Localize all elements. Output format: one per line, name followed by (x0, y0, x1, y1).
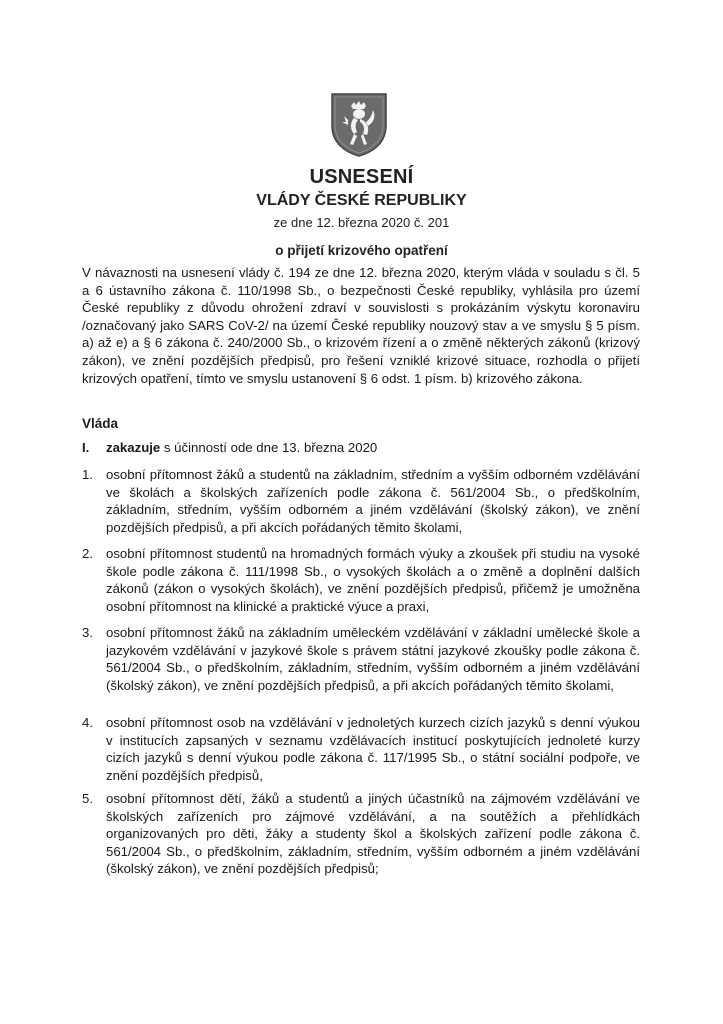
document-subject: o přijetí krizového opatření (275, 243, 448, 258)
list-item-text: osobní přítomnost dětí, žáků a studentů a jiných účastníků na zájmovém vzdělávání ve školských zařízeních pro zájmové vzdělávání, a na soutěžích a přehlídkách organizovaných pro děti, žáky a studenty škol a školských zařízení podle zákona č. 561/2004 Sb., o předškolním, základním, středním, vyšším odborném a jiném vzdělávání (školský zákon), ve znění pozdějších předpisů; (106, 791, 640, 877)
list-item-number: 1. (82, 467, 93, 482)
list-item-text: osobní přítomnost studentů na hromadných formách výuky a zkoušek při studiu na vysoké škole podle zákona č. 111/1998 Sb., o vysokých školách a o změně a doplnění dalších zákonů (zákon o vysokých školách), ve znění pozdějších předpisů, přičemž je umožněna osobní přítomnost na klinické a praktické výuce a praxi, (106, 546, 640, 614)
section-number: I. (82, 440, 90, 455)
list-item-text: osobní přítomnost žáků na základním uměleckém vzdělávání v základní umělecké škole a jazykovém vzdělávání v jazykové škole s právem státní jazykové zkoušky podle zákona č. 561/2004 Sb., o předškolním, základním, středním, vyšším odborném a jiném vzdělávání (školský zákon), ve znění pozdějších předpisů, a při akcích pořádaných těmito školami, (106, 625, 640, 693)
list-item-number: 3. (82, 625, 93, 640)
list-item-text: osobní přítomnost žáků a studentů na základním, středním a vyšším odborném vzdělávání ve školách a školských zařízeních podle zákona č. 561/2004 Sb., o předškolním, základním, středním, vyšším odborném a jiném vzdělávání (školský zákon), ve znění pozdějších předpisů, a při akcích pořádaných těmito školami, (106, 467, 640, 535)
list-item (82, 790, 640, 878)
list-item-number: 4. (82, 715, 93, 730)
section-keyword: zakazuje (106, 440, 161, 455)
list-item (82, 466, 640, 536)
list-item (82, 545, 640, 615)
list-item (82, 714, 640, 784)
section-rest: s účinností ode dne 13. března 2020 (160, 440, 378, 455)
document-title: USNESENÍ (309, 166, 414, 188)
section-heading (82, 440, 640, 455)
document-subtitle: VLÁDY ČESKÉ REPUBLIKY (256, 192, 467, 209)
list-item (82, 624, 640, 694)
czech-lion-coat-of-arms-icon (330, 92, 388, 158)
subject-label: Vláda (82, 416, 119, 431)
list-item-text: osobní přítomnost osob na vzdělávání v jednoletých kurzech cizích jazyků s denní výukou v institucích zapsaných v seznamu vzdělávacích institucí poskytujících jednoleté kurzy cizích jazyků s denní výukou podle zákona č. 117/1995 Sb., o státní sociální podpoře, ve znění pozdějších předpisů, (106, 715, 640, 783)
document-date-line: ze dne 12. března 2020 č. 201 (273, 215, 450, 230)
list-item-number: 5. (82, 791, 93, 806)
intro-paragraph: V návaznosti na usnesení vlády č. 194 ze dne 12. března 2020, kterým vláda v souladu s čl. 5 a 6 ústavního zákona č. 110/1998 Sb., o bezpečnosti České republiky, vyhlásila pro území České republiky z důvodu ohrožení zdraví v souvislosti s prokázáním výskytu koronaviru /označovaný jako SARS CoV-2/ na území České republiky nouzový stav a ve smyslu § 5 písm. a) až e) a § 6 zákona č. 240/2000 Sb., o krizovém řízení a o změně některých zákonů (krizový zákon), ve znění pozdějších předpisů, pro řešení vzniklé krizové situace, rozhodla o přijetí krizových opatření, tímto ve smyslu ustanovení § 6 odst. 1 písm. b) krizového zákona. (82, 265, 640, 386)
list-item-number: 2. (82, 546, 93, 561)
